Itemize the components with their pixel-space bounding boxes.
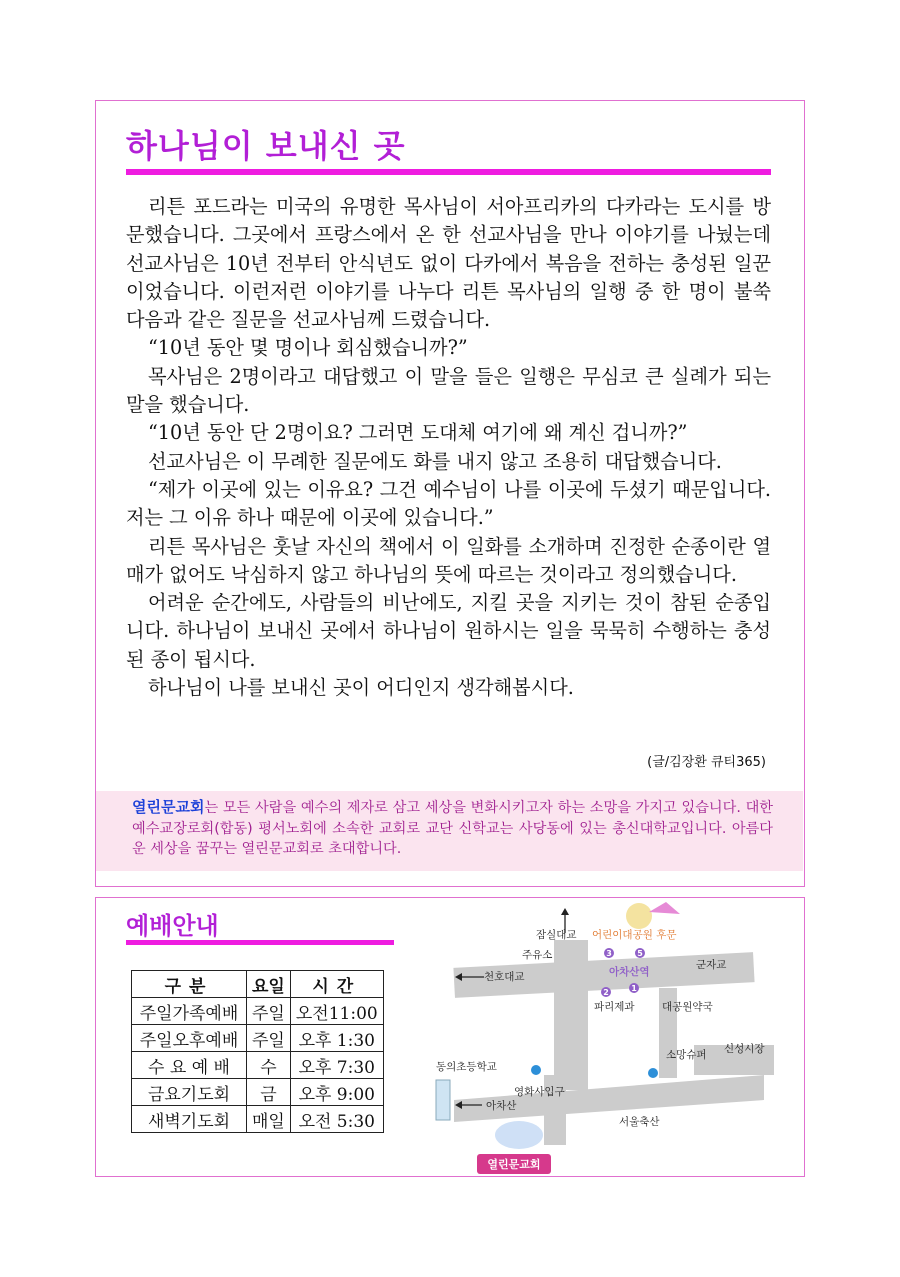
svg-text:1: 1 <box>631 984 637 993</box>
article-body <box>126 193 771 702</box>
service-time: 오전11:00 <box>290 998 383 1025</box>
article-credit: (글/김장환 큐티365) <box>647 755 766 770</box>
paragraph: 리튼 포드라는 미국의 유명한 목사님이 서아프리카의 다카라는 도시를 방문했습니다. 그곳에서 프랑스에서 온 한 선교사님을 만나 이야기를 나눴는데 선교사님은 10년 전부터 안식년도 없이 다카에서 복음을 전하는 충성된 일꾼이었습니다. 이런저런 이야기를 나누다 리튼 목사님의 일행 중 한 명이 불쑥 다음과 같은 질문을 선교사님께 드렸습니다. <box>126 195 771 332</box>
label-dongui: 동의초등학교 <box>436 1061 497 1073</box>
service-name: 새벽기도회 <box>132 1106 247 1133</box>
service-name: 수 요 예 배 <box>132 1052 247 1079</box>
header-cell: 구분 <box>132 971 247 998</box>
service-time: 오후 7:30 <box>290 1052 383 1079</box>
label-park: 어린이대공원 후문 <box>592 929 677 941</box>
schedule-underline <box>126 940 394 945</box>
label-paris: 파리제과 <box>594 1001 635 1013</box>
table-row <box>132 1025 384 1052</box>
schedule-title: 예배안내 <box>126 912 219 940</box>
label-youngwha: 영화사입구 <box>514 1086 565 1098</box>
label-jamsil: 잠실대교 <box>536 929 577 941</box>
label-gas: 주유소 <box>522 949 553 961</box>
service-day: 주일 <box>247 998 291 1025</box>
label-seoul-meat: 서울축산 <box>619 1116 660 1128</box>
service-name: 주일오후예배 <box>132 1025 247 1052</box>
bus-stop-icon <box>648 1068 658 1078</box>
service-time: 오후 1:30 <box>290 1025 383 1052</box>
school-building <box>436 1080 450 1120</box>
label-achasan: 아차산 <box>486 1100 517 1112</box>
intro-text: 는 모든 사람을 예수의 제자로 삼고 세상을 변화시키고자 하는 소망을 가지고 있습니다. 대한예수교장로회(합동) 평서노회에 소속한 교회로 교단 신학교는 사당동에 있는 총신대학교입니다. 아름다운 세상을 꿈꾸는 열린문교회로 초대합니다. <box>132 800 773 857</box>
article-title: 하나님이 보내신 곳 <box>126 127 406 165</box>
table-row <box>132 1079 384 1106</box>
table-header-row <box>132 971 384 998</box>
paragraph: “10년 동안 몇 명이나 회심했습니까?” <box>148 336 468 360</box>
church-icon <box>495 1121 543 1149</box>
church-name: 열린문교회 <box>132 798 205 816</box>
label-gunja: 군자교 <box>696 959 727 971</box>
paragraph: “10년 동안 단 2명이요? 그러면 도대체 여기에 왜 계신 겁니까?” <box>148 421 688 445</box>
svg-text:5: 5 <box>637 949 643 958</box>
service-day: 주일 <box>247 1025 291 1052</box>
service-day: 수 <box>247 1052 291 1079</box>
umbrella-icon <box>649 902 680 914</box>
svg-text:3: 3 <box>606 949 612 958</box>
label-pharmacy: 대공원약국 <box>662 1001 713 1013</box>
service-name: 금요기도회 <box>132 1079 247 1106</box>
label-sinseong: 신성시장 <box>724 1043 765 1055</box>
label-church: 열린문교회 <box>487 1158 541 1171</box>
table-row <box>132 1052 384 1079</box>
table-row <box>132 998 384 1025</box>
location-map <box>434 900 794 1175</box>
worship-box <box>95 897 805 1177</box>
service-name: 주일가족예배 <box>132 998 247 1025</box>
park-icon <box>626 903 652 929</box>
article-box <box>95 100 805 887</box>
label-station: 아차산역 <box>609 966 650 978</box>
church-intro <box>96 791 803 871</box>
service-day: 금 <box>247 1079 291 1106</box>
paragraph: 선교사님은 이 무례한 질문에도 화를 내지 않고 조용히 대답했습니다. <box>148 449 722 473</box>
header-cell: 요일 <box>247 971 291 998</box>
svg-text:2: 2 <box>603 988 609 997</box>
paragraph: 하나님이 나를 보내신 곳이 어디인지 생각해봅시다. <box>148 676 574 700</box>
header-cell: 시간 <box>290 971 383 998</box>
paragraph: 어려운 순간에도, 사람들의 비난에도, 지킬 곳을 지키는 것이 참된 순종입니다. 하나님이 보내신 곳에서 하나님이 원하시는 일을 묵묵히 수행하는 충성된 종이 됩시다. <box>126 591 771 671</box>
road-achasan <box>454 1075 764 1122</box>
table-row <box>132 1106 384 1133</box>
schedule-table <box>131 970 384 1133</box>
title-underline <box>126 169 771 175</box>
paragraph: 리튼 목사님은 훗날 자신의 책에서 이 일화를 소개하며 진정한 순종이란 열매가 없어도 낙심하지 않고 하나님의 뜻에 따르는 것이라고 정의했습니다. <box>126 534 771 586</box>
paragraph: 목사님은 2명이라고 대답했고 이 말을 들은 일행은 무심코 큰 실례가 되는 말을 했습니다. <box>126 364 771 417</box>
paragraph: “제가 이곳에 있는 이유요? 그건 예수님이 나를 이곳에 두셨기 때문입니다. 저는 그 이유 하나 때문에 이곳에 있습니다.” <box>126 477 771 530</box>
service-time: 오후 9:00 <box>290 1079 383 1106</box>
service-day: 매일 <box>247 1106 291 1133</box>
bus-stop-icon <box>531 1065 541 1075</box>
label-cheonho: 천호대교 <box>484 971 525 983</box>
label-somang: 소망슈퍼 <box>666 1049 707 1061</box>
service-time: 오전 5:30 <box>290 1106 383 1133</box>
